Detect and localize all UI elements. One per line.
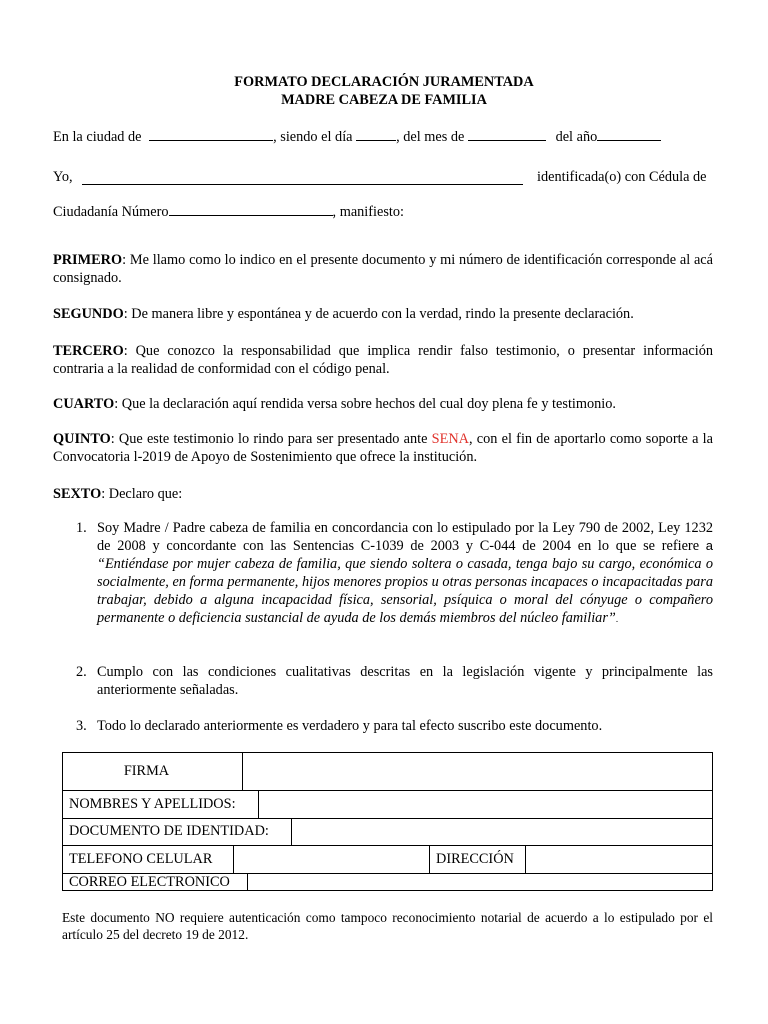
year-label: del año: [555, 129, 598, 145]
row-documento: [63, 818, 712, 845]
telefono-field[interactable]: [234, 845, 429, 873]
correo-label: CORREO ELECTRONICO: [69, 873, 230, 890]
clause-label: QUINTO: [53, 431, 111, 447]
clause-tercero: [53, 342, 713, 378]
list-item-a: a: [705, 538, 713, 553]
row-firma: [63, 753, 712, 790]
cc-field[interactable]: [169, 202, 333, 216]
yo-label: Yo,: [53, 169, 73, 185]
clause-text: , con el fin de aportarlo como soporte a la Convocatoria l-2019 de Apoyo de Sostenimiento que ofrece la institución.: [53, 431, 713, 465]
correo-field[interactable]: [248, 873, 712, 891]
list-item-quote: “Entiéndase por mujer cabeza de familia, que siendo soltera o casada, tenga bajo su cargo, económica o socialmente, en forma permanente, hijos menores propios u otras personas incapaces o incapacitadas para trabajar, debido a alguna incapacidad física, sensorial, psíquica o moral del cónyuge o compañero permanente o deficiencia sustancial de ayuda de los demás miembros del núcleo familiar”: [97, 556, 713, 626]
clause-text: : De manera libre y espontánea y de acuerdo con la verdad, rindo la presente declaración.: [123, 306, 634, 322]
document-title: FORMATO DECLARACIÓN JURAMENTADA: [234, 74, 534, 90]
document-subtitle: MADRE CABEZA DE FAMILIA: [281, 92, 487, 108]
list-number: 2.: [76, 664, 87, 680]
clause-label: SEXTO: [53, 486, 102, 502]
footer-note: Este documento NO requiere autenticación como tampoco reconocimiento notarial de acuerdo a lo estipulado por el artículo 25 del decreto 19 de 2012.: [62, 910, 713, 942]
list-item-text: Soy Madre / Padre cabeza de familia en concordancia con lo estipulado por la Ley 790 de 2002, Ley 1232 de 2008 y concordante con las Sentencias C-1039 de 2003 y C-044 de 2004 en lo que se refiere: [97, 520, 713, 554]
city-field[interactable]: [149, 127, 273, 141]
clause-label: SEGUNDO: [53, 306, 124, 322]
clause-text: : Declaro que:: [101, 486, 183, 502]
day-label: , siendo el día: [273, 129, 353, 145]
name-field[interactable]: [82, 184, 523, 185]
documento-label: DOCUMENTO DE IDENTIDAD:: [69, 823, 269, 839]
clause-text: : Que conozco la responsabilidad que implica rendir falso testimonio, o presentar información contraria a la realidad de conformidad con el código penal.: [53, 343, 713, 377]
year-field[interactable]: [597, 127, 661, 141]
direccion-field[interactable]: [526, 845, 712, 873]
cc-label: Ciudadanía Número: [53, 204, 169, 220]
city-label: En la ciudad de: [53, 129, 142, 145]
day-field[interactable]: [356, 127, 396, 141]
clause-primero: [53, 251, 713, 287]
direccion-label: DIRECCIÓN: [436, 850, 514, 867]
id-label: identificada(o) con Cédula de: [537, 169, 707, 185]
clause-label: CUARTO: [53, 396, 115, 412]
clause-quinto: [53, 430, 713, 466]
row-nombres: [63, 790, 712, 818]
list-item-1: [97, 519, 713, 628]
nombres-label: NOMBRES Y APELLIDOS:: [69, 795, 236, 812]
date-place-line: [53, 127, 661, 146]
list-number: 3.: [76, 718, 87, 734]
clause-cuarto: [53, 395, 713, 413]
documento-field[interactable]: [292, 818, 712, 845]
clause-text: : Que este testimonio lo rindo para ser presentado ante: [110, 431, 432, 447]
clause-sexto: [53, 485, 713, 503]
manifiesto-label: , manifiesto:: [332, 204, 405, 220]
list-item-2: Cumplo con las condiciones cualitativas descritas en la legislación vigente y principalmente las anteriormente señaladas.: [97, 664, 713, 698]
clause-segundo: [53, 305, 713, 323]
clause-text: : Me llamo como lo indico en el presente documento y mi número de identificación corresponde al acá consignado.: [53, 252, 713, 286]
signature-table: [62, 752, 713, 891]
clause-label: PRIMERO: [53, 252, 123, 268]
firma-label: FIRMA: [123, 763, 170, 779]
cc-line: [53, 202, 404, 221]
telefono-label: TELEFONO CELULAR: [69, 850, 213, 867]
firma-field[interactable]: [243, 753, 712, 790]
clause-text: : Que la declaración aquí rendida versa sobre hechos del cual doy plena fe y testimonio.: [114, 396, 616, 412]
row-correo: [63, 873, 712, 891]
list-item-end: .: [615, 614, 619, 624]
month-field[interactable]: [468, 127, 546, 141]
nombres-field[interactable]: [259, 790, 712, 818]
clause-label: TERCERO: [53, 343, 124, 359]
month-label: , del mes de: [396, 129, 465, 145]
list-item-3: Todo lo declarado anteriormente es verdadero y para tal efecto suscribo este documento.: [97, 718, 603, 734]
list-number: 1.: [76, 520, 87, 536]
sena-highlight: SENA: [431, 431, 469, 447]
row-telefono: [63, 845, 712, 873]
